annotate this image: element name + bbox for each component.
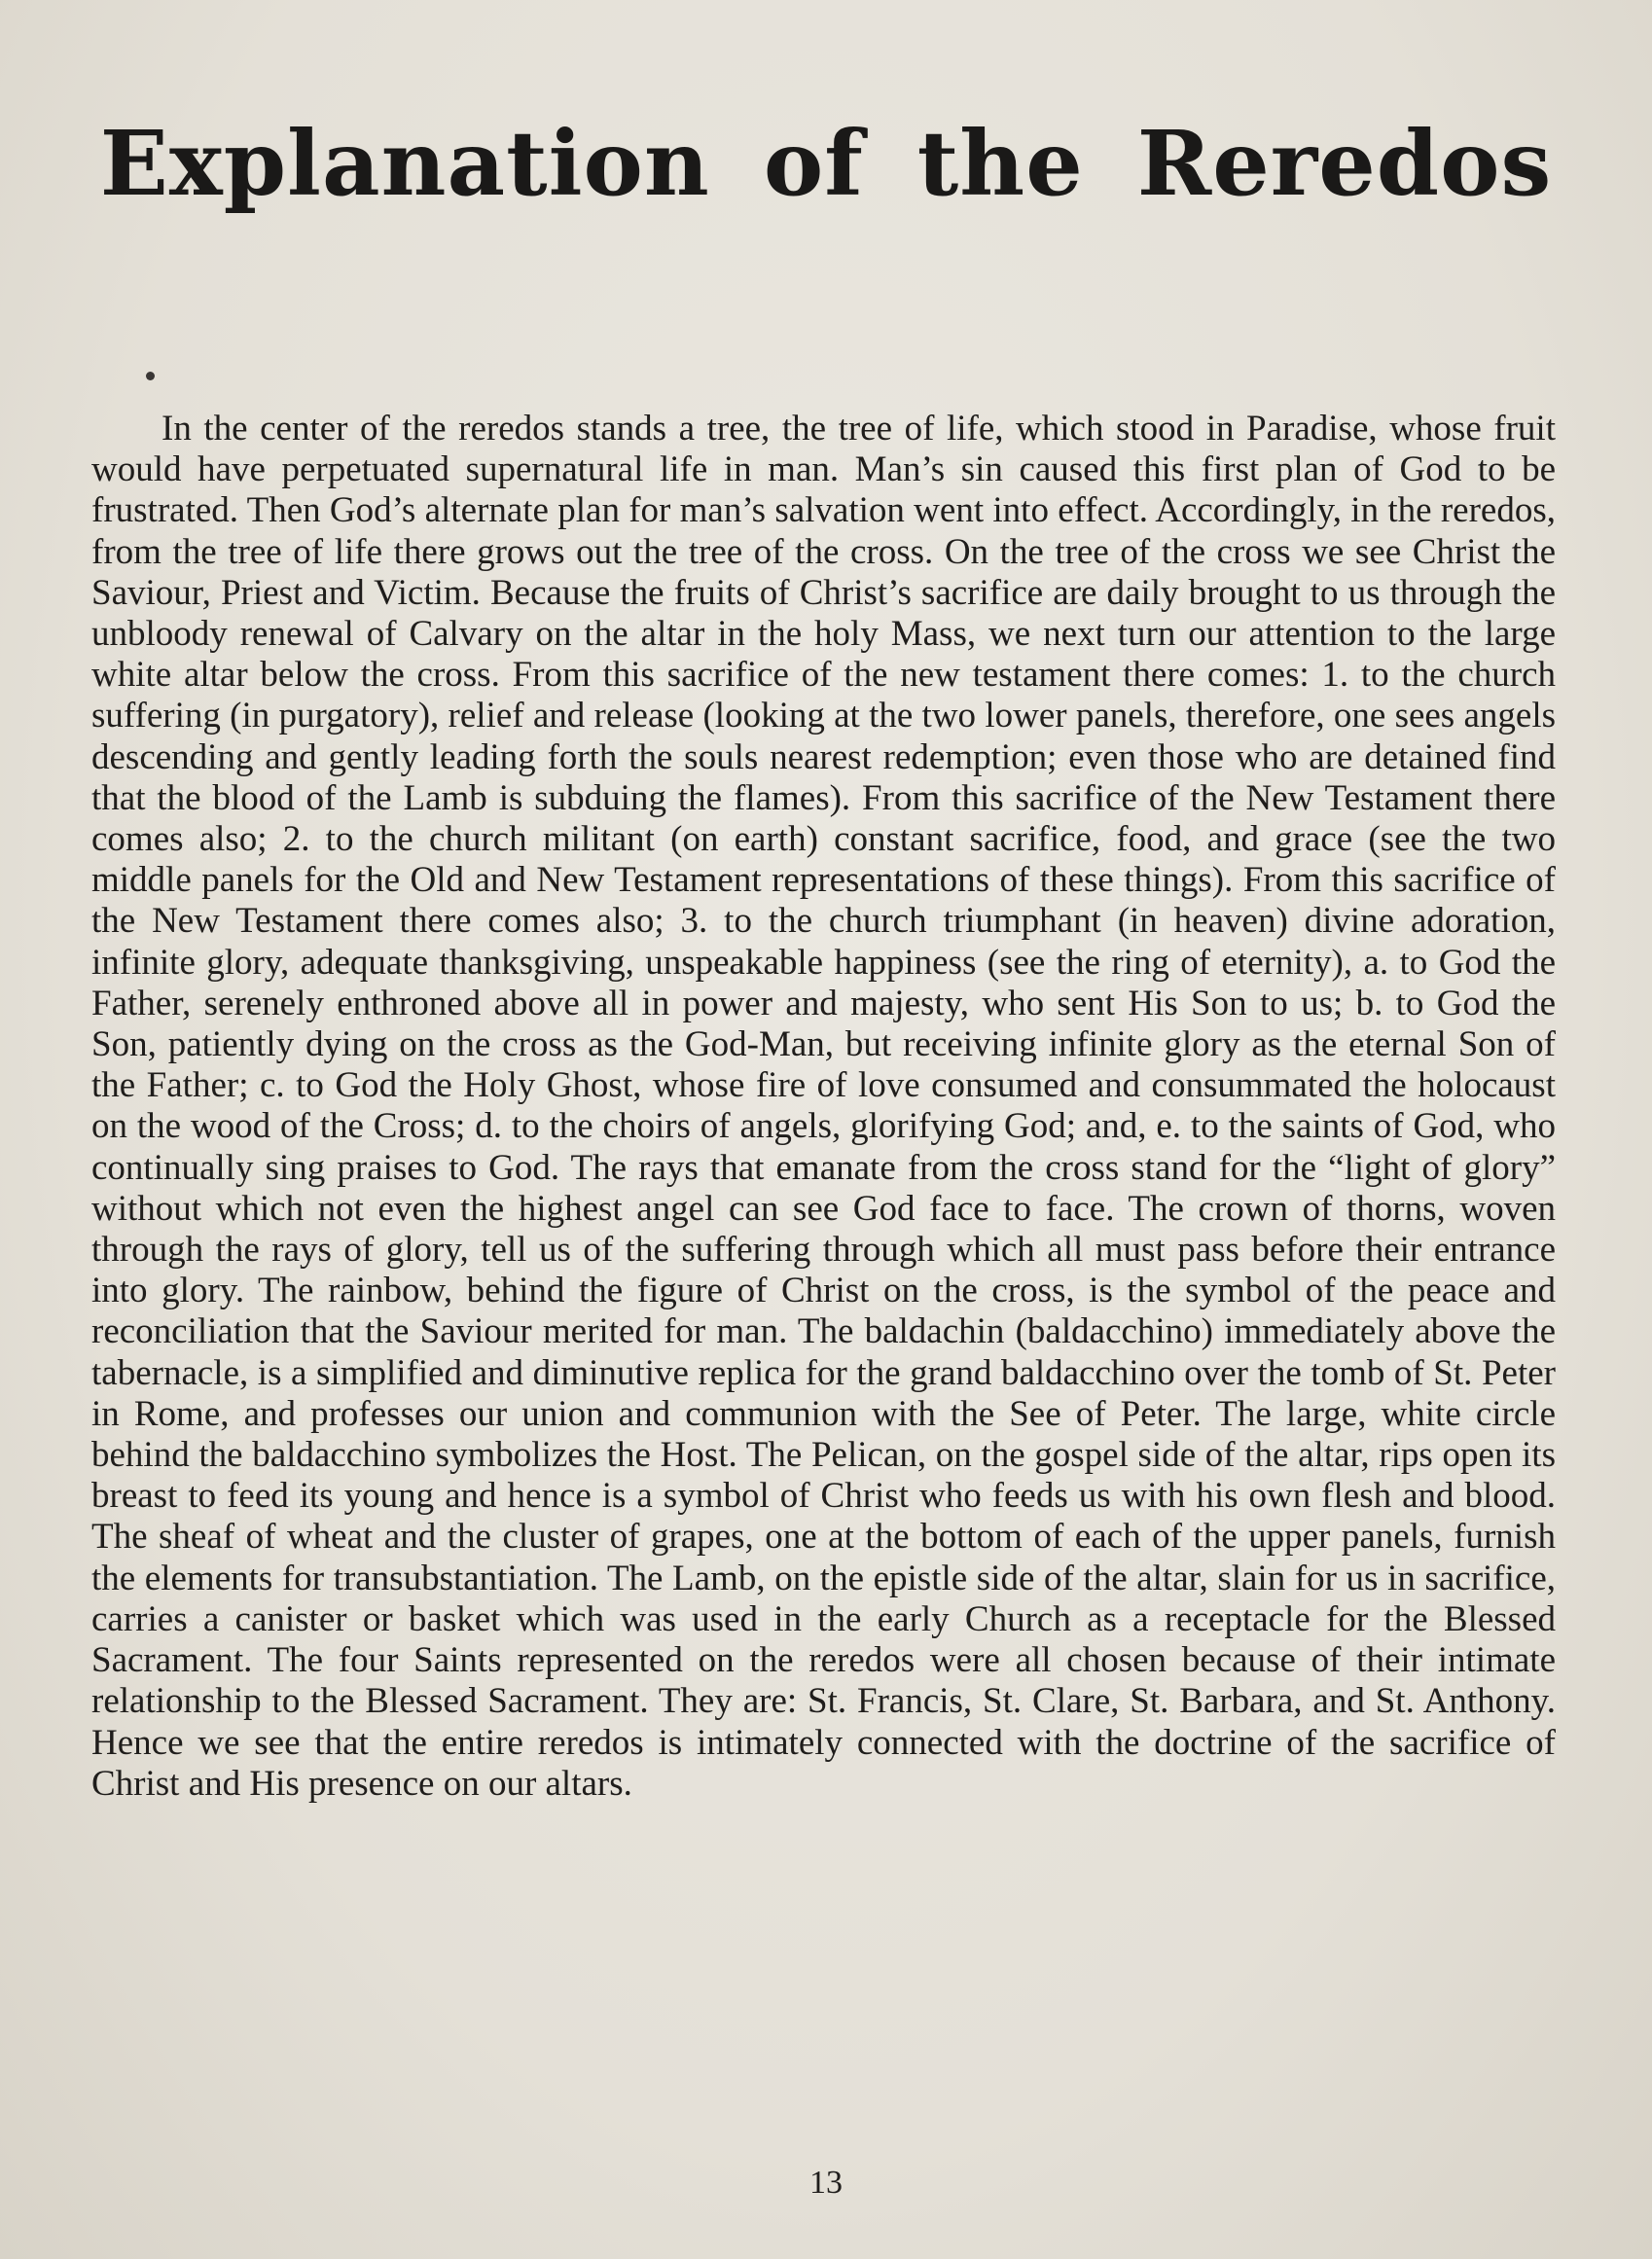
page-number: 13 xyxy=(809,2165,843,2201)
ornament-dot xyxy=(146,372,155,380)
page-title: Explanation of the Reredos xyxy=(99,111,1553,216)
body-paragraph: In the center of the reredos stands a tree, the tree of life, which stood in Paradise, whose fruit would have perpetuated supernatural life in man. Man’s sin caused this first plan of God to be frustrated. Then God’s alternate plan for man’s salvation went into effect. Accordingly, in the reredos, from the tree of life there grows out the tree of the cross. On the tree of the cross we see Christ the Saviour, Priest and Victim. Because the fruits of Christ’s sacrifice are daily brought to us through the unbloody renewal of Calvary on the altar in the holy Mass, we next turn our attention to the large white altar below the cross. From this sacrifice of the new testament there comes: 1. to the church suffering (in purgatory), relief and release (looking at the two lower panels, therefore, one sees angels descending and gently leading forth the souls nearest redemption; even those who are detained find that the blood of the Lamb is subduing the flames). From this sacrifice of the New Testament there comes also; 2. to the church militant (on earth) constant sacrifice, food, and grace (see the two middle panels for the Old and New Testament representations of these things). From this sacrifice of the New Testament there comes also; 3. to the church triumphant (in heaven) divine adoration, infinite glory, adequate thanksgiving, unspeakable happiness (see the ring of eternity), a. to God the Father, serenely enthroned above all in power and majesty, who sent His Son to us; b. to God the Son, patiently dying on the cross as the God-Man, but receiving infinite glory as the eternal Son of the Father; c. to God the Holy Ghost, whose fire of love consumed and consummated the holocaust on the wood of the Cross; d. to the choirs of angels, glorifying God; and, e. to the saints of God, who continually sing praises to God. The rays that emanate from the cross stand for the “light of glory” without which not even the highest angel can see God face to face. The crown of thorns, woven through the rays of glory, tell us of the suffering through which all must pass before their entrance into glory. The rainbow, behind the figure of Christ on the cross, is the symbol of the peace and reconciliation that the Saviour merited for man. The baldachin (baldacchino) immediately above the tabernacle, is a simplified and diminutive replica for the grand baldacchino over the tomb of St. Peter in Rome, and professes our union and communion with the See of Peter. The large, white circle behind the baldacchino symbolizes the Host. The Pelican, on the gospel side of the altar, rips open its breast to feed its young and hence is a symbol of Christ who feeds us with his own flesh and blood. The sheaf of wheat and the cluster of grapes, one at the bottom of each of the upper panels, furnish the elements for transubstantiation. The Lamb, on the epistle side of the altar, slain for us in sacrifice, carries a canister or basket which was used in the early Church as a receptacle for the Blessed Sacrament. The four Saints represented on the reredos were all chosen because of their intimate relationship to the Blessed Sacrament. They are: St. Francis, St. Clare, St. Barbara, and St. Anthony. Hence we see that the entire reredos is intimately connected with the doctrine of the sacrifice of Christ and His presence on our altars. xyxy=(91,409,1556,1804)
